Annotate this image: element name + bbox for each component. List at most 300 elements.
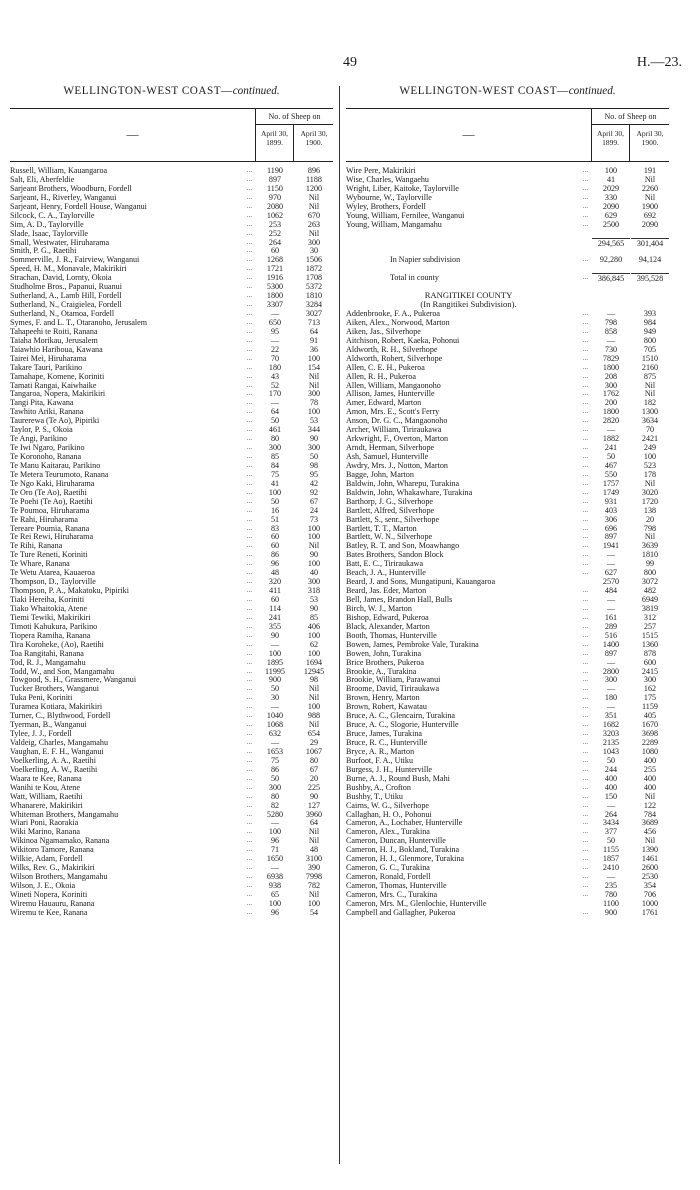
leader-dots: ...: [582, 764, 588, 773]
header-name-column: —: [346, 109, 592, 161]
table-row: [346, 702, 669, 711]
owner-name: Thompson, D., Taylorville: [10, 577, 96, 587]
leader-dots: ...: [246, 818, 252, 827]
sheep-count-1899: 50: [606, 452, 616, 461]
table-row: [10, 389, 333, 398]
leader-dots: ...: [246, 389, 252, 398]
owner-name: Taurerewa (Te Ao), Pipiriki: [10, 416, 100, 426]
sheep-count-1899: 100: [268, 827, 282, 837]
owner-name: Small, Westwater, Hiruharama: [10, 237, 110, 247]
owner-name: Cairns, W. G., Silverhope: [346, 800, 429, 810]
leader-dots: ...: [246, 380, 252, 389]
sheep-count-1899: 696: [604, 523, 618, 533]
table-row: [346, 381, 669, 390]
owner-name: Voelkerling, A. A., Raetihi: [10, 755, 96, 765]
owner-name: Cameron, Mrs. C., Turakina: [346, 889, 438, 899]
owner-name: Allen, R. H., Pukeroa: [346, 371, 416, 381]
spacer-row: [346, 246, 669, 255]
owner-name: Beard, Jas. Eder, Marton: [346, 586, 427, 596]
owner-name: Cameron, Mrs. M., Glenlochie, Hunterville: [346, 898, 487, 908]
owner-name: Bushby, A., Crofton: [346, 782, 411, 792]
owner-name: Wybourne, W., Taylorville: [346, 192, 432, 202]
owner-name: Bagge, John, Marton: [346, 469, 414, 479]
sheep-count-1899: —: [270, 738, 280, 747]
table-row: [10, 863, 333, 872]
sheep-count-1900: 100: [307, 648, 321, 658]
table-row: [346, 908, 669, 917]
sheep-count-1900: 1515: [641, 630, 659, 640]
leader-dots: ...: [246, 881, 252, 889]
sheep-count-1899: —: [270, 702, 280, 712]
leader-dots: ...: [582, 809, 588, 818]
sheep-count-1900: 800: [643, 568, 657, 578]
sheep-count-1900: 36: [309, 344, 319, 354]
sheep-count-1899: 1040: [266, 711, 284, 721]
owner-name: Bartlett, S., senr., Silverhope: [346, 514, 440, 524]
table-row: [10, 229, 333, 238]
table-row: [10, 532, 333, 541]
table-row: [10, 827, 333, 836]
leader-dots: ...: [246, 720, 252, 729]
sheep-count-1900: 300: [307, 237, 321, 247]
table-row: [10, 729, 333, 738]
sheep-count-1900: 300: [643, 675, 657, 685]
table-row: [10, 836, 333, 845]
owner-name: Wikitoro Tamore, Ranana: [10, 845, 94, 855]
sheep-count-1900: 670: [307, 210, 321, 220]
leader-dots: ...: [246, 434, 252, 443]
sheep-count-1899: 2820: [602, 416, 620, 426]
sheep-count-1900: 3020: [641, 487, 659, 497]
table-row: [10, 354, 333, 363]
leader-dots: ...: [246, 791, 252, 800]
table-row: [10, 595, 333, 604]
sheep-count-1900: 127: [307, 800, 321, 810]
owner-name: Bell, James, Brandon Hall, Bulls: [346, 595, 453, 604]
leader-dots: ...: [582, 639, 588, 648]
leader-dots: ...: [582, 586, 588, 595]
leader-dots: ...: [246, 523, 252, 532]
owner-name: Allen, William, Mangaonoho: [346, 380, 441, 390]
sheep-count-1900: 344: [307, 425, 321, 435]
sheep-count-1900: 3100: [305, 854, 323, 864]
sheep-count-1899: 320: [268, 577, 282, 587]
leader-dots: ...: [246, 738, 252, 746]
sheep-count-1899: 330: [604, 192, 618, 202]
owner-name: Cameron, A., Lochaber, Hunterville: [346, 818, 463, 828]
owner-name: Valdeig, Charles, Mangamahu: [10, 738, 108, 747]
leader-dots: ...: [582, 702, 588, 711]
leader-dots: ...: [246, 603, 252, 612]
sheep-count-1899: 50: [270, 684, 280, 694]
sheep-count-1900: 100: [307, 559, 321, 569]
leader-dots: ...: [246, 469, 252, 478]
owner-name: Aldworth, R. H., Silverhope: [346, 344, 438, 354]
sheep-count-1899: 1653: [266, 746, 284, 756]
sheep-count-1900: 312: [643, 612, 657, 622]
sheep-count-1899: 80: [270, 791, 280, 801]
owner-name: Te Koronoho, Ranana: [10, 452, 82, 461]
sheep-count-1899: 632: [268, 729, 282, 739]
table-row: [10, 524, 333, 533]
sheep-count-1900: 191: [643, 166, 657, 175]
sheep-count-1900: 988: [307, 711, 321, 721]
sheep-count-1900: 257: [643, 621, 657, 631]
table-row: [346, 166, 669, 175]
owner-name: Arkwright, F., Overton, Marton: [346, 434, 449, 444]
sheep-count-1899: 650: [268, 317, 282, 327]
owner-name: Te Whare, Ranana: [10, 559, 70, 569]
leader-dots: ...: [246, 210, 252, 219]
leader-dots: ...: [246, 273, 252, 282]
leader-dots: ...: [582, 612, 588, 621]
sheep-count-1900: 798: [643, 523, 657, 533]
sheep-count-1899: 1062: [266, 210, 284, 220]
sheep-count-1900: 1000: [641, 898, 659, 908]
sheep-count-1900: 2600: [641, 863, 659, 873]
leader-dots: ...: [246, 845, 252, 854]
leader-dots: ...: [246, 255, 252, 264]
sheep-count-1899: 484: [604, 586, 618, 596]
sheep-count-1900: 1670: [641, 720, 659, 730]
leader-dots: ...: [582, 648, 588, 657]
owner-name: Cameron, Thomas, Hunterville: [346, 881, 447, 890]
leader-dots: ...: [246, 595, 252, 603]
sheep-count-1899: 858: [604, 326, 618, 336]
leader-dots: ...: [582, 201, 588, 210]
sheep-count-1900: 1188: [306, 174, 322, 184]
table-row: [346, 604, 669, 613]
leader-dots: ...: [582, 550, 588, 559]
leader-dots: ...: [582, 425, 588, 434]
sheep-count-1899: 2570: [602, 577, 620, 587]
table-row: [346, 175, 669, 184]
sheep-count-1900: 100: [643, 452, 657, 461]
owner-name: Whanarere, Makirikiri: [10, 800, 83, 810]
leader-dots: ...: [246, 237, 252, 246]
sheep-count-1899: 2090: [602, 201, 620, 211]
sheep-count-1899: 60: [270, 246, 280, 256]
leader-dots: ...: [582, 192, 588, 201]
sheep-count-1899: 65: [270, 889, 280, 899]
sheep-count-1900: 1761: [641, 907, 659, 917]
table-row: [346, 434, 669, 443]
sheep-count-1900: 395,528: [631, 273, 669, 283]
sheep-count-1900: 20: [645, 514, 655, 524]
leader-dots: ...: [582, 210, 588, 219]
header-col-1899: April 30, 1899.: [592, 125, 630, 161]
sheep-count-1899: —: [606, 309, 616, 318]
table-row: [10, 291, 333, 300]
table-row: [346, 389, 669, 398]
sheep-count-1900: 100: [307, 898, 321, 908]
table-row: [346, 524, 669, 533]
sheep-count-1899: 386,845: [592, 273, 630, 283]
sheep-count-1899: 241: [268, 612, 282, 622]
sheep-count-1899: 86: [270, 764, 280, 774]
table-row: [346, 443, 669, 452]
owner-name: Tod, R. J., Mangamahu: [10, 657, 86, 667]
owner-name: Wilks, Rev. G., Makirikiri: [10, 863, 95, 873]
sheep-count-1899: 411: [269, 586, 281, 596]
owner-name: Brookie, William, Parawanui: [346, 675, 441, 685]
table-row: [10, 273, 333, 282]
owner-name: Brice Brothers, Pukeroa: [346, 657, 424, 667]
sheep-count-1900: 90: [309, 434, 319, 444]
sheep-count-1899: 1400: [602, 639, 620, 649]
leader-dots: ...: [246, 550, 252, 559]
table-row: [346, 854, 669, 863]
sheep-count-1900: Nil: [644, 174, 656, 184]
sheep-count-1899: 1068: [266, 720, 284, 730]
sheep-count-1900: Nil: [308, 684, 320, 694]
sheep-count-1900: 393: [643, 309, 657, 318]
table-row: [10, 872, 333, 881]
sheep-count-1900: 2530: [641, 872, 659, 882]
column-title-continued: continued.: [232, 85, 280, 97]
owner-name: Bishop, Edward, Pukeroa: [346, 612, 429, 622]
table-row: [346, 756, 669, 765]
sheep-count-1900: 12945: [303, 666, 325, 676]
sheep-count-1899: 1155: [603, 845, 619, 855]
sheep-count-1899: 1100: [603, 898, 619, 908]
sheep-count-1899: 30: [270, 693, 280, 703]
sheep-count-1899: 1150: [267, 183, 283, 193]
leader-dots: ...: [246, 505, 252, 514]
table-row: [346, 640, 669, 649]
owner-name: Black, Alexander, Marton: [346, 621, 430, 631]
table-row: [346, 881, 669, 890]
sheep-count-1900: 29: [309, 738, 319, 747]
sheep-count-1899: 1857: [602, 854, 620, 864]
owner-name: Wiremu te Kee, Ranana: [10, 907, 88, 917]
sheep-count-1899: 11995: [265, 666, 285, 676]
sheep-count-1900: 67: [309, 496, 319, 506]
leader-dots: ...: [582, 621, 588, 630]
sheep-count-1900: 2160: [641, 362, 659, 372]
section-heading-text: RANGITIKEI COUNTY: [424, 291, 513, 301]
table-row: [346, 810, 669, 819]
sheep-count-1900: 1810: [641, 550, 659, 560]
leader-dots: ...: [582, 773, 588, 782]
leader-dots: ...: [246, 192, 252, 201]
sheep-count-1899: 80: [270, 434, 280, 444]
table-row: [10, 890, 333, 899]
table-row: [10, 461, 333, 470]
sheep-count-1899: 897: [268, 174, 282, 184]
sheep-count-1900: 3819: [641, 603, 659, 613]
owner-name: Taiaha Morikau, Jerusalem: [10, 335, 98, 345]
sheep-count-1900: 64: [309, 326, 319, 336]
sheep-count-1899: 52: [270, 380, 280, 390]
leader-dots: ...: [582, 872, 588, 881]
leader-dots: ...: [582, 505, 588, 514]
sheep-count-1899: 2135: [602, 738, 620, 747]
leader-dots: ...: [582, 746, 588, 755]
leader-dots: ...: [246, 559, 252, 568]
owner-name: Tiako Whaitokia, Atene: [10, 603, 88, 613]
leader-dots: ...: [582, 800, 588, 809]
table-row: [346, 684, 669, 693]
owner-name: Tahapeehi te Roiti, Ranana: [10, 326, 98, 336]
sheep-count-1899: —: [606, 800, 616, 810]
leader-dots: ...: [582, 568, 588, 577]
owner-name: Brookie, A., Turakina: [346, 666, 417, 676]
sheep-count-1900: 162: [643, 684, 657, 694]
sheep-count-1900: 654: [307, 729, 321, 739]
sheep-count-1900: 800: [643, 335, 657, 345]
sheep-count-1899: 730: [604, 344, 618, 354]
table-row: [10, 434, 333, 443]
sheep-count-1900: 62: [309, 639, 319, 649]
table-row: [10, 801, 333, 810]
owner-name: Sommerville, J. R., Fairview, Wanganui: [10, 255, 140, 265]
sheep-count-1899: 1721: [266, 264, 284, 274]
owner-name: Te Poehi (Te Ao), Raetihi: [10, 496, 93, 506]
table-row: [10, 416, 333, 425]
leader-dots: ...: [246, 648, 252, 657]
owner-name: Takare Tauri, Parikino: [10, 362, 83, 372]
sheep-count-1899: 150: [604, 791, 618, 801]
table-row: [346, 792, 669, 801]
table-row: [346, 667, 669, 676]
sheep-count-1899: 1800: [266, 291, 284, 301]
sheep-count-1899: —: [270, 398, 280, 408]
sheep-count-1900: 85: [309, 612, 319, 622]
table-row: [346, 532, 669, 541]
leader-dots: ...: [582, 514, 588, 523]
table-row: [10, 640, 333, 649]
table-row: [346, 649, 669, 658]
sheep-count-1900: 42: [309, 478, 319, 488]
table-row: [346, 497, 669, 506]
table-row: [10, 202, 333, 211]
table-row: [10, 675, 333, 684]
leader-dots: ...: [246, 344, 252, 353]
table-row: [10, 246, 333, 255]
sheep-count-1900: 99: [645, 559, 655, 569]
sheep-count-1899: 550: [604, 469, 618, 479]
leader-dots: ...: [582, 693, 588, 702]
table-row: [346, 184, 669, 193]
table-row: [10, 774, 333, 783]
table-row: [10, 238, 333, 247]
table-row: [10, 372, 333, 381]
leader-dots: ...: [246, 863, 252, 872]
owner-name: Baldwin, John, Whakawhare, Turakina: [346, 487, 473, 497]
sheep-count-1900: 713: [307, 317, 321, 327]
sheep-count-1899: 1190: [267, 166, 283, 175]
sheep-count-1899: 1895: [266, 657, 284, 667]
owner-name: Tamati Rangai, Kaiwhaike: [10, 380, 97, 390]
table-row: [346, 318, 669, 327]
table-body: [346, 166, 669, 917]
owner-name: Te Manu Kaitarau, Parikino: [10, 460, 101, 470]
owner-name: Symes, F. and L. T., Otaranoho, Jerusalem: [10, 317, 148, 327]
sheep-count-1899: 252: [268, 228, 282, 238]
sheep-count-1899: —: [270, 309, 280, 318]
sheep-count-1899: —: [606, 657, 616, 667]
sheep-count-1900: 20: [309, 773, 319, 783]
leader-dots: ...: [246, 460, 252, 469]
table-row: [10, 479, 333, 488]
table-row: [10, 488, 333, 497]
sheep-count-1899: 75: [270, 469, 280, 479]
sheep-count-1900: 80: [309, 755, 319, 765]
table-row: [10, 193, 333, 202]
leader-dots: ...: [582, 273, 588, 282]
column-title: [346, 84, 669, 98]
owner-name: Wire Pere, Makirikiri: [346, 166, 416, 175]
sheep-count-1899: 22: [270, 344, 280, 354]
table-row: [10, 738, 333, 747]
table-row: [10, 658, 333, 667]
owner-name: Brown, Henry, Marton: [346, 693, 420, 703]
leader-dots: ...: [246, 174, 252, 183]
owner-name: Te Ture Reneti, Koriniti: [10, 550, 88, 560]
subtotal-row: [346, 255, 669, 264]
owner-name: Wiremu Hauauru, Ranana: [10, 898, 95, 908]
sheep-count-1900: 73: [309, 514, 319, 524]
sheep-count-1900: 30: [309, 246, 319, 256]
owner-name: Young, William, Mangamahu: [346, 219, 442, 229]
owner-name: Todd, W., and Son, Mangamahu: [10, 666, 115, 676]
sheep-count-1900: 300: [307, 577, 321, 587]
leader-dots: ...: [246, 827, 252, 836]
sheep-count-1899: —: [606, 603, 616, 613]
column-right: [346, 84, 669, 1164]
sheep-count-1900: 482: [643, 586, 657, 596]
sheep-count-1900: 2421: [641, 434, 659, 444]
table-row: [346, 738, 669, 747]
owner-name: Bruce, R. C., Hunterville: [346, 738, 428, 747]
sheep-count-1900: 1360: [641, 639, 659, 649]
sheep-count-1900: Nil: [644, 389, 656, 399]
owner-name: Taiawhio Hariboua, Kawana: [10, 344, 103, 354]
table-row: [10, 720, 333, 729]
table-row: [346, 327, 669, 336]
table-row: [346, 372, 669, 381]
owner-name: Wineti Nopera, Koriniti: [10, 889, 88, 899]
sheep-count-1900: 878: [643, 648, 657, 658]
owner-name: Te Rahi, Hiruharama: [10, 514, 78, 524]
sheep-count-1899: 60: [270, 541, 280, 551]
sheep-count-1899: 208: [604, 371, 618, 381]
sheep-count-1900: Nil: [308, 192, 320, 202]
leader-dots: ...: [582, 317, 588, 326]
sheep-count-1899: 86: [270, 550, 280, 560]
owner-name: Bates Brothers, Sandon Block: [346, 550, 444, 560]
sheep-count-1900: 48: [309, 845, 319, 855]
sheep-count-1900: 1506: [305, 255, 323, 265]
table-row: [346, 801, 669, 810]
sheep-count-1900: 2260: [641, 183, 659, 193]
table-row: [346, 202, 669, 211]
sheep-count-1899: 200: [604, 398, 618, 408]
table-row: [10, 381, 333, 390]
leader-dots: ...: [582, 523, 588, 532]
owner-name: Aiken, Jas., Silverhope: [346, 326, 421, 336]
sheep-count-1899: 1762: [602, 389, 620, 399]
leader-dots: ...: [246, 425, 252, 434]
table-row: [346, 899, 669, 908]
owner-name: Barthorp, J. G., Silverhope: [346, 496, 433, 506]
sheep-count-1899: 1916: [266, 273, 284, 283]
owner-name: Bowen, James, Pembroke Vale, Turakina: [346, 639, 479, 649]
table-header: [10, 108, 333, 162]
header-col-1899: April 30, 1899.: [256, 125, 294, 161]
table-row: [10, 506, 333, 515]
